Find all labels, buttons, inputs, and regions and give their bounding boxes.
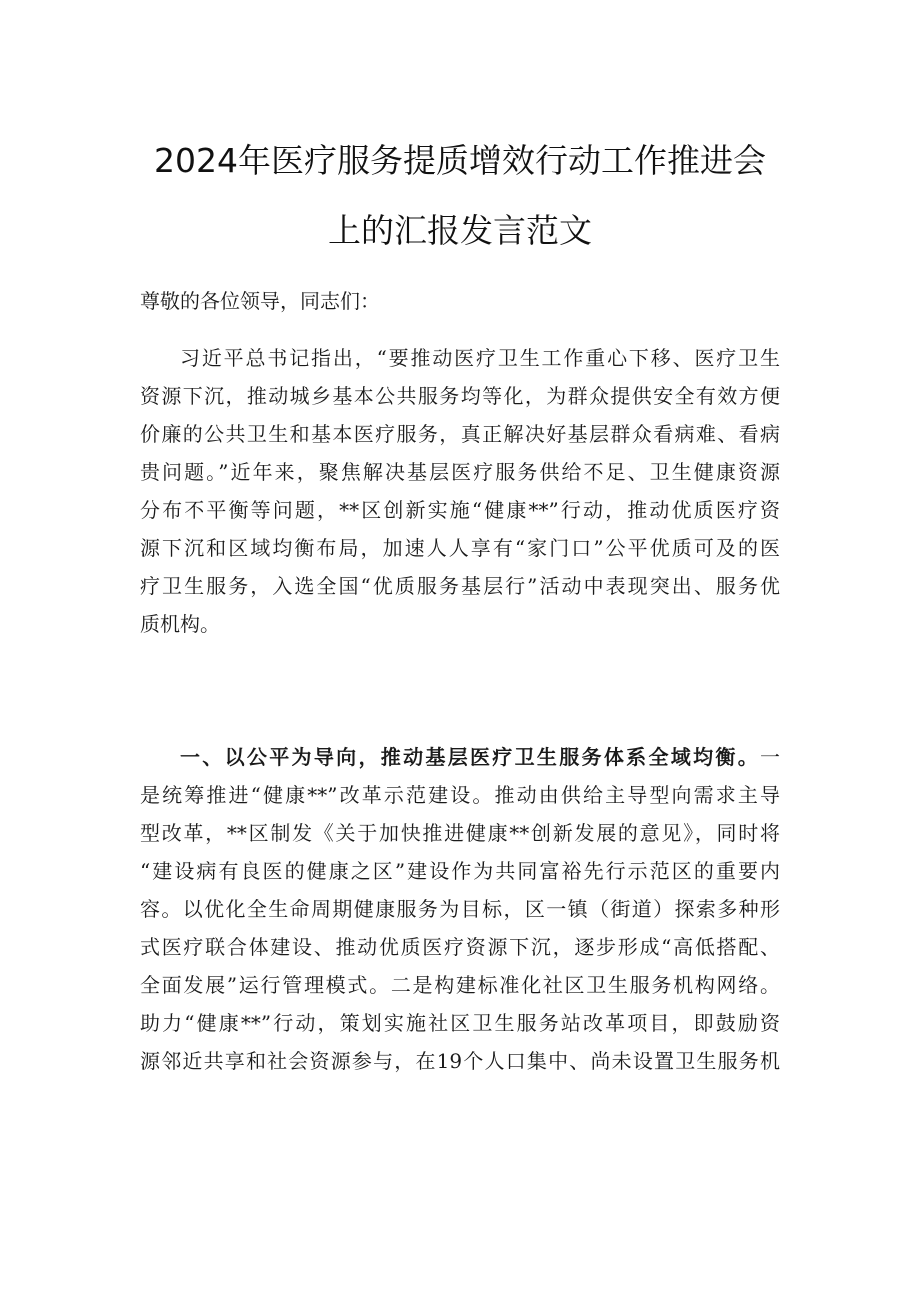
section-heading: 一、以公平为导向，推动基层医疗卫生服务体系全域均衡。 — [180, 745, 760, 769]
paragraph-line: 分布不平衡等问题，**区创新实施“健康**”行动，推动优质医疗资 — [140, 498, 780, 522]
greeting: 尊敬的各位领导，同志们： — [140, 289, 380, 313]
paragraph-line: 容。以优化全生命周期健康服务为目标，区一镇（街道）探索多种形 — [140, 897, 780, 921]
paragraph-line: 助力“健康**”行动，策划实施社区卫生服务站改革项目，即鼓励资 — [140, 1011, 780, 1035]
paragraph-line: 源邻近共享和社会资源参与，在19个人口集中、尚未设置卫生服务机 — [140, 1049, 780, 1073]
document-title-line-1: 2024年医疗服务提质增效行动工作推进会 — [154, 141, 766, 180]
paragraph-2 — [140, 738, 780, 1080]
paragraph-line: 型改革，**区制发《关于加快推进健康**创新发展的意见》，同时将 — [140, 821, 780, 845]
paragraph-line: 质机构。 — [140, 612, 220, 636]
paragraph-line: 贵问题。”近年来，聚焦解决基层医疗服务供给不足、卫生健康资源 — [140, 460, 780, 484]
paragraph-line: “建设病有良医的健康之区”建设作为共同富裕先行示范区的重要内 — [140, 859, 780, 883]
paragraph-line: 是统筹推进“健康**”改革示范建设。推动由供给主导型向需求主导 — [140, 783, 780, 807]
section-heading-line — [140, 738, 780, 776]
paragraph-line: 式医疗联合体建设、推动优质医疗资源下沉，逐步形成“高低搭配、 — [140, 935, 780, 959]
section-heading-tail: 一 — [760, 745, 780, 769]
paragraph-1 — [140, 339, 780, 643]
paragraph-line: 源下沉和区域均衡布局，加速人人享有“家门口”公平优质可及的医 — [140, 536, 780, 560]
document-title-line-2: 上的汇报发言范文 — [328, 211, 592, 250]
paragraph-line: 资源下沉，推动城乡基本公共服务均等化，为群众提供安全有效方便 — [140, 384, 780, 408]
paragraph-line: 疗卫生服务，入选全国“优质服务基层行”活动中表现突出、服务优 — [140, 574, 780, 598]
paragraph-line: 全面发展”运行管理模式。二是构建标准化社区卫生服务机构网络。 — [140, 973, 780, 997]
paragraph-line: 价廉的公共卫生和基本医疗服务，真正解决好基层群众看病难、看病 — [140, 422, 780, 446]
paragraph-line: 习近平总书记指出，“要推动医疗卫生工作重心下移、医疗卫生 — [180, 346, 780, 370]
